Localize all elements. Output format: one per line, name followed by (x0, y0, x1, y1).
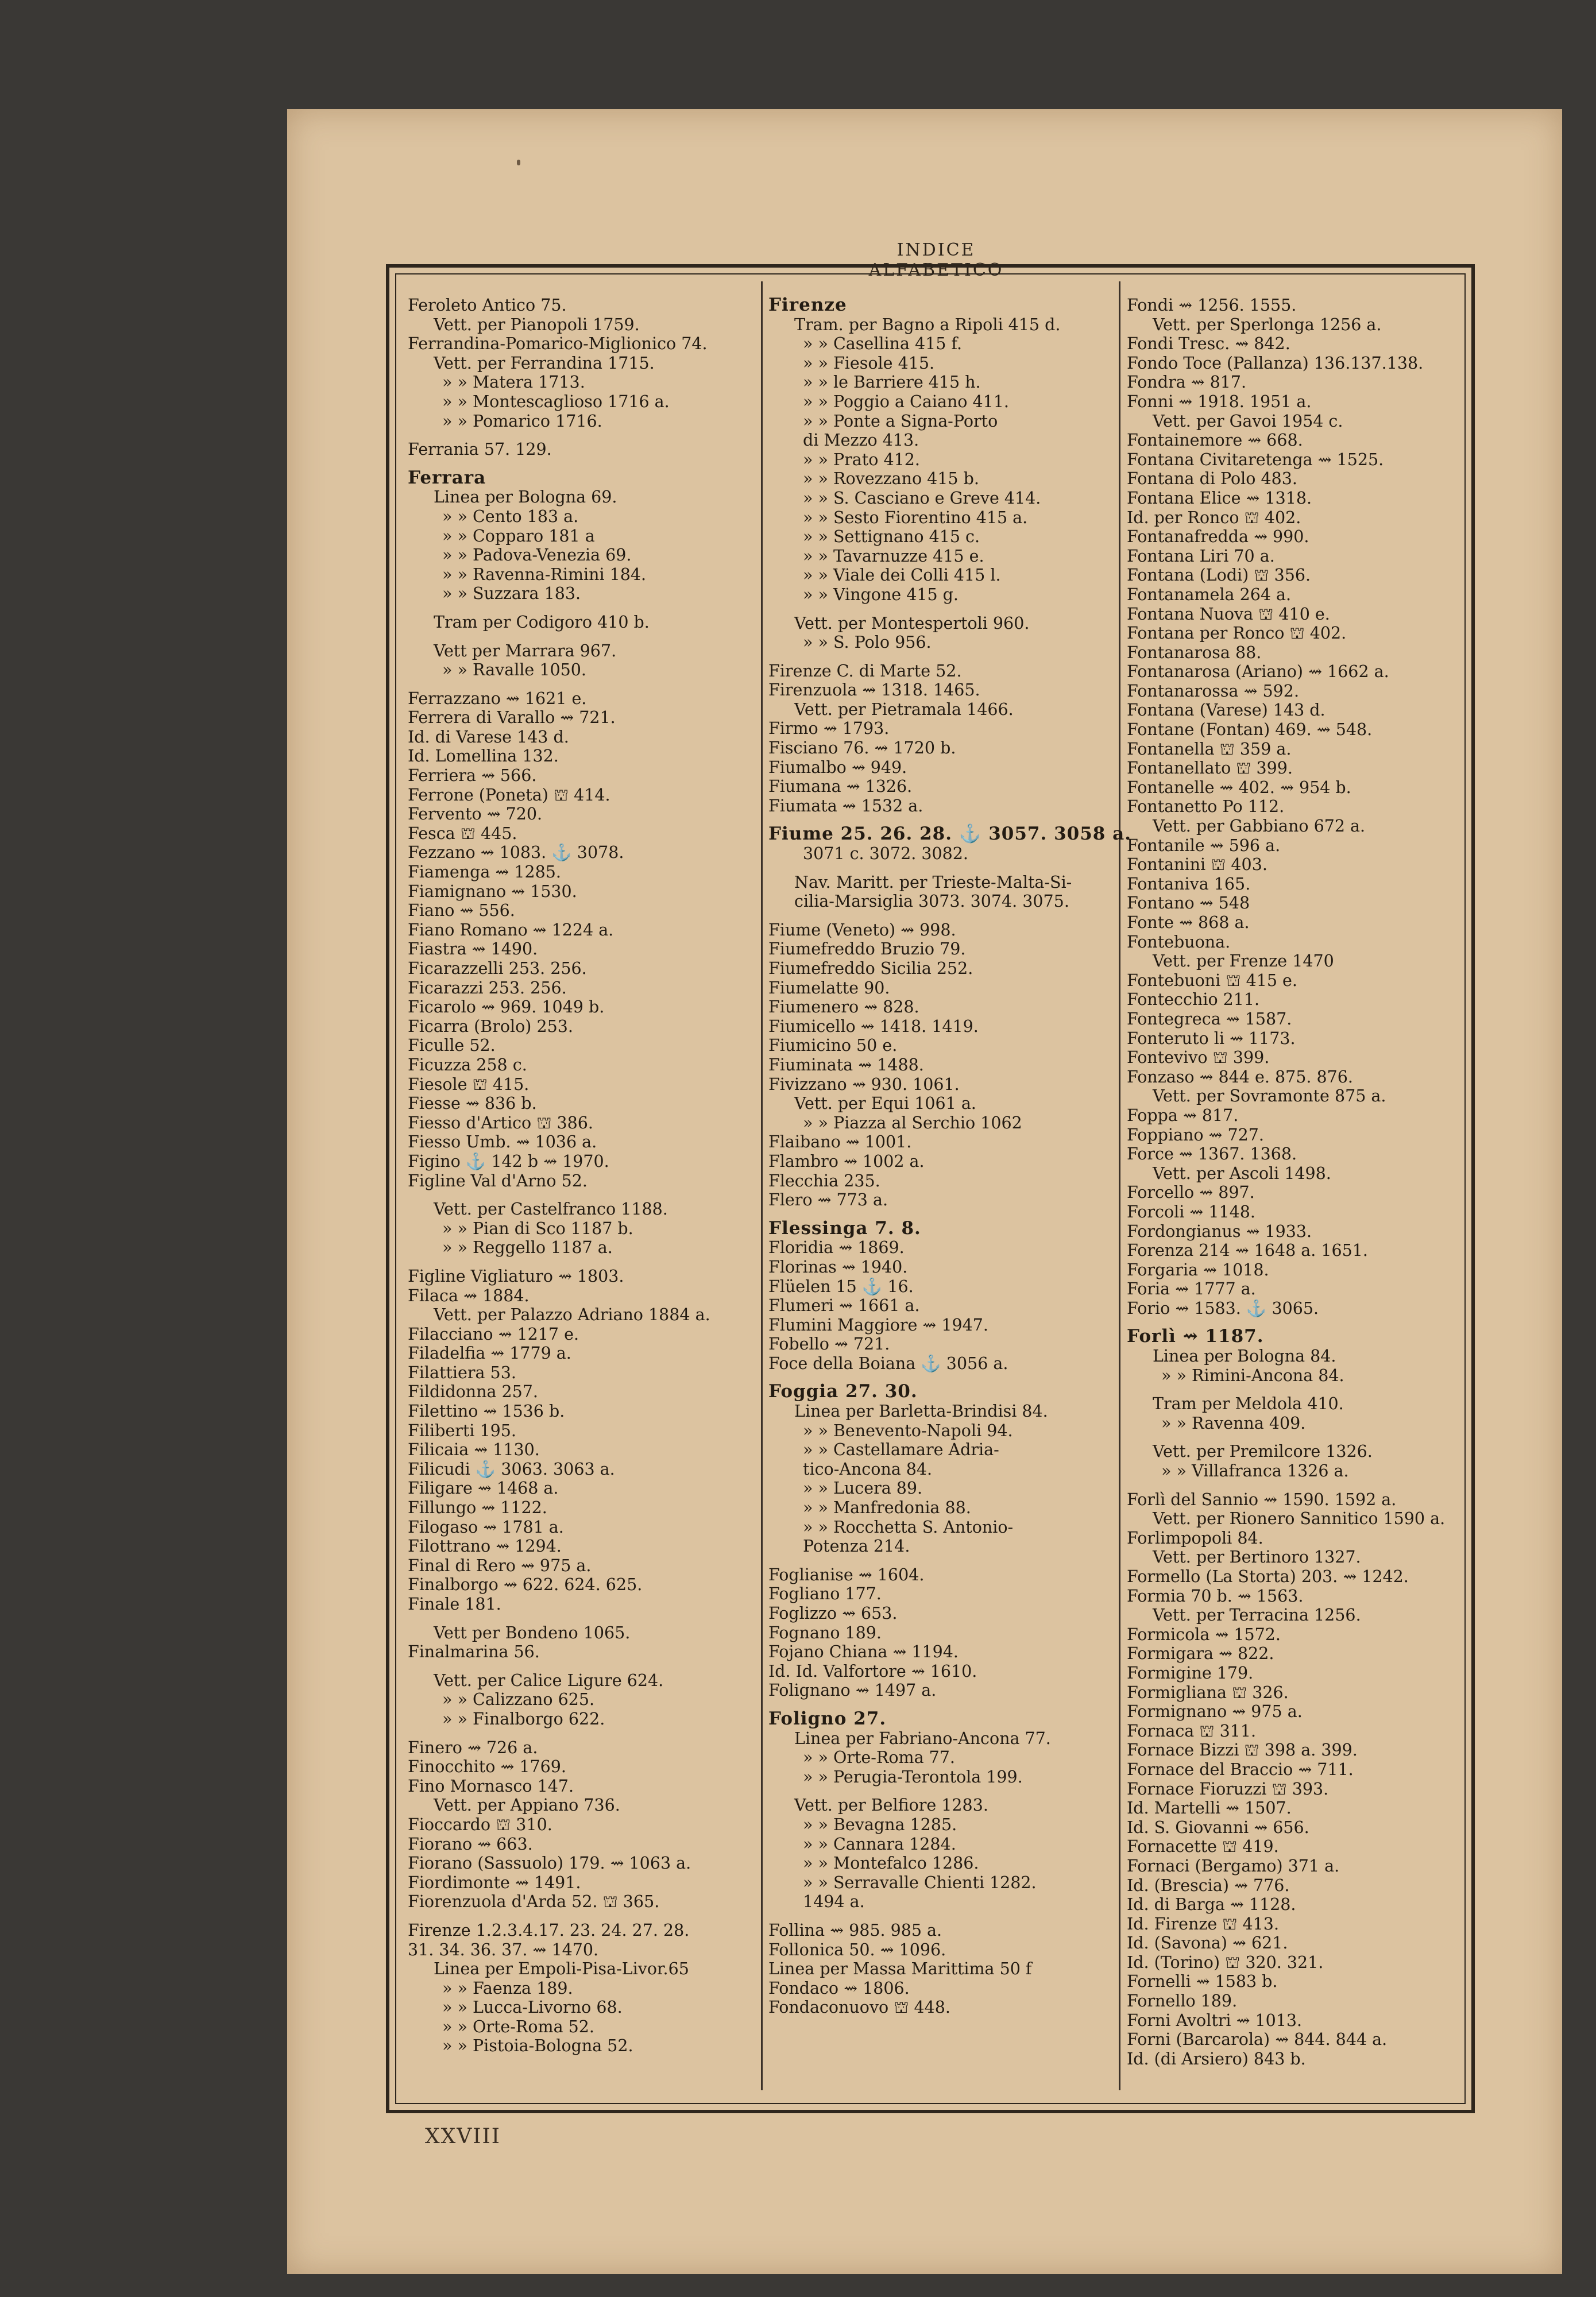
index-entry: » » Settignano 415 c. (803, 527, 980, 547)
index-entry: Fontanella ⛫ 359 a. (1127, 739, 1292, 759)
index-entry: Id. di Barga ⇝ 1128. (1127, 1895, 1296, 1915)
index-entry: Filiberti 195. (408, 1421, 516, 1440)
index-entry: Floridia ⇝ 1869. (768, 1238, 905, 1258)
index-entry: Fontanamela 264 a. (1127, 585, 1292, 604)
index-entry: Fobello ⇝ 721. (768, 1335, 890, 1354)
page-number: XXVIII (425, 2125, 501, 2148)
index-entry: Vett per Bondeno 1065. (434, 1623, 631, 1642)
index-entry: Id. Martelli ⇝ 1507. (1127, 1799, 1292, 1818)
index-entry: Ferrania 57. 129. (408, 440, 552, 459)
index-entry: Vett. per Palazzo Adriano 1884 a. (434, 1305, 710, 1325)
index-entry: » » Casellina 415 f. (803, 334, 963, 354)
index-entry: Filigare ⇝ 1468 a. (408, 1479, 559, 1498)
index-entry: Fisciano 76. ⇝ 1720 b. (768, 738, 956, 758)
index-entry: » » Pian di Sco 1187 b. (442, 1219, 633, 1238)
index-entry: Fondaco ⇝ 1806. (768, 1978, 910, 1998)
index-entry: Vett. per Ascoli 1498. (1153, 1163, 1331, 1183)
index-entry: Ficarolo ⇝ 969. 1049 b. (408, 997, 605, 1017)
index-entry: Fontanafredda ⇝ 990. (1127, 527, 1309, 547)
index-entry: Fonni ⇝ 1918. 1951 a. (1127, 392, 1312, 411)
index-entry: Fiumefreddo Sicilia 252. (768, 959, 973, 978)
index-entry: Vett. per Pianopoli 1759. (434, 315, 640, 334)
index-entry: » » Ravalle 1050. (442, 660, 586, 680)
index-entry: Vett. per Montespertoli 960. (794, 613, 1030, 633)
index-entry: Firenze 1.2.3.4.17. 23. 24. 27. 28. (408, 1920, 690, 1940)
index-entry: Formigliana ⛫ 326. (1127, 1683, 1289, 1702)
index-entry: Id. di Varese 143 d. (408, 727, 569, 747)
index-entry: Vett. per Gabbiano 672 a. (1153, 817, 1366, 836)
index-entry: Foria ⇝ 1777 a. (1127, 1279, 1256, 1299)
index-entry: Fontanarosa 88. (1127, 643, 1262, 662)
index-entry: Forio ⇝ 1583. ⚓ 3065. (1127, 1298, 1319, 1318)
index-entry: Fino Mornasco 147. (408, 1776, 574, 1796)
index-entry: Fiume 25. 26. 28. ⚓ 3057. 3058 a. (768, 823, 1132, 845)
index-entry: Fiamignano ⇝ 1530. (408, 881, 577, 901)
index-entry: Finocchito ⇝ 1769. (408, 1757, 566, 1777)
index-entry: Follina ⇝ 985. 985 a. (768, 1920, 942, 1940)
index-entry: Fondi Tresc. ⇝ 842. (1127, 334, 1290, 354)
index-entry: » » Manfredonia 88. (803, 1498, 971, 1518)
index-entry: 31. 34. 36. 37. ⇝ 1470. (408, 1940, 599, 1959)
index-entry: Forgaria ⇝ 1018. (1127, 1260, 1269, 1279)
index-entry: Flaibano ⇝ 1001. (768, 1132, 912, 1152)
index-entry: Fondo Toce (Pallanza) 136.137.138. (1127, 353, 1424, 373)
index-entry: Fornace Fioruzzi ⛫ 393. (1127, 1779, 1329, 1799)
index-entry: Fontana (Varese) 143 d. (1127, 701, 1326, 720)
index-entry: Fontana Liri 70 a. (1127, 546, 1275, 566)
index-entry: Formignano ⇝ 975 a. (1127, 1702, 1303, 1722)
index-entry: Linea per Fabriano-Ancona 77. (794, 1728, 1051, 1748)
index-entry: Fontane (Fontan) 469. ⇝ 548. (1127, 720, 1373, 740)
index-entry: Fonteruto li ⇝ 1173. (1127, 1028, 1296, 1048)
index-entry: » » Serravalle Chienti 1282. (803, 1873, 1037, 1892)
index-entry: Fontanini ⛫ 403. (1127, 855, 1267, 875)
index-entry: Fornaca ⛫ 311. (1127, 1721, 1257, 1741)
index-entry: Ferriera ⇝ 566. (408, 766, 537, 786)
index-entry: Fontebuoni ⛫ 415 e. (1127, 970, 1297, 990)
index-entry: Formigine 179. (1127, 1663, 1254, 1683)
index-entry: » » Benevento-Napoli 94. (803, 1421, 1013, 1440)
index-entry: Fontanellato ⛫ 399. (1127, 759, 1293, 778)
index-entry: Ferrandina-Pomarico-Miglionico 74. (408, 334, 708, 354)
index-entry: Forni Avoltri ⇝ 1013. (1127, 2010, 1303, 2030)
index-entry: Id. (Brescia) ⇝ 776. (1127, 1876, 1290, 1895)
index-entry: Flero ⇝ 773 a. (768, 1190, 888, 1210)
index-entry: Fontebuona. (1127, 932, 1231, 952)
index-entry: » » Fiesole 415. (803, 353, 935, 373)
index-entry: Fondra ⇝ 817. (1127, 373, 1247, 392)
index-entry: di Mezzo 413. (803, 431, 919, 450)
index-entry: Fiesse ⇝ 836 b. (408, 1094, 537, 1113)
index-entry: Fontana Civitaretenga ⇝ 1525. (1127, 450, 1384, 469)
index-entry: Ficarazzelli 253. 256. (408, 959, 587, 978)
index-entry: Fiumana ⇝ 1326. (768, 777, 913, 796)
index-entry: Fildidonna 257. (408, 1382, 538, 1402)
index-entry: Fontecchio 211. (1127, 990, 1260, 1010)
index-entry: » » Perugia-Terontola 199. (803, 1767, 1023, 1786)
index-entry: Fontanelle ⇝ 402. ⇝ 954 b. (1127, 778, 1351, 797)
index-entry: Fornelli ⇝ 1583 b. (1127, 1972, 1278, 1991)
index-entry: Fillungo ⇝ 1122. (408, 1498, 547, 1518)
index-entry: Fontanile ⇝ 596 a. (1127, 836, 1281, 855)
index-entry: Flessinga 7. 8. (768, 1217, 921, 1239)
index-entry: » » Ravenna 409. (1161, 1413, 1306, 1433)
index-entry: Formicola ⇝ 1572. (1127, 1625, 1281, 1644)
index-entry: Firenze C. di Marte 52. (768, 661, 962, 680)
index-entry: Fiordimonte ⇝ 1491. (408, 1873, 581, 1892)
index-entry: Fontanetto Po 112. (1127, 797, 1285, 817)
index-entry: Vett. per Belfiore 1283. (794, 1796, 988, 1815)
index-entry: » » Prato 412. (803, 450, 920, 469)
index-entry: Id. (Savona) ⇝ 621. (1127, 1933, 1288, 1953)
index-entry: Linea per Bologna 69. (434, 488, 617, 507)
index-entry: Fordongianus ⇝ 1933. (1127, 1221, 1312, 1241)
index-entry: 3071 c. 3072. 3082. (803, 844, 968, 864)
index-entry: Id. S. Giovanni ⇝ 656. (1127, 1818, 1309, 1837)
index-entry: » » Ravenna-Rimini 184. (442, 564, 647, 584)
index-entry: Tram. per Bagno a Ripoli 415 d. (794, 315, 1061, 334)
index-entry: Fiumenero ⇝ 828. (768, 997, 919, 1017)
index-entry: Vett. per Rionero Sannitico 1590 a. (1153, 1509, 1446, 1529)
index-entry: » » le Barriere 415 h. (803, 373, 981, 392)
index-entry: Feroleto Antico 75. (408, 296, 567, 315)
index-entry: Fesca ⛫ 445. (408, 823, 517, 843)
index-entry: Filottrano ⇝ 1294. (408, 1537, 562, 1556)
index-entry: Fornace Bizzi ⛫ 398 a. 399. (1127, 1741, 1358, 1760)
index-entry: » » Cento 183 a. (442, 506, 579, 526)
index-entry: Fornello 189. (1127, 1991, 1238, 2011)
index-entry: Forcello ⇝ 897. (1127, 1183, 1255, 1202)
index-entry: Fiano ⇝ 556. (408, 901, 515, 921)
index-entry: Vett. per Calice Ligure 624. (434, 1670, 664, 1690)
index-entry: Fiume (Veneto) ⇝ 998. (768, 920, 956, 939)
index-entry: Vett. per Premilcore 1326. (1153, 1442, 1373, 1461)
index-entry: Firenze (768, 295, 847, 315)
index-entry: » » Poggio a Caiano 411. (803, 392, 1009, 411)
index-entry: Foppa ⇝ 817. (1127, 1105, 1239, 1125)
index-entry: » » Viale dei Colli 415 l. (803, 566, 1001, 585)
index-entry: Forni (Barcarola) ⇝ 844. 844 a. (1127, 2030, 1388, 2049)
index-entry: Flecchia 235. (768, 1171, 880, 1190)
index-entry: » » Copparo 181 a (442, 526, 595, 546)
index-entry: Linea per Massa Marittima 50 f (768, 1959, 1032, 1979)
index-entry: Flumini Maggiore ⇝ 1947. (768, 1315, 988, 1335)
index-entry: 1494 a. (803, 1892, 865, 1912)
index-entry: Filacciano ⇝ 1217 e. (408, 1324, 579, 1344)
index-entry: Fiastra ⇝ 1490. (408, 939, 538, 959)
index-entry: Fontana (Lodi) ⛫ 356. (1127, 566, 1311, 585)
index-entry: Fontaniva 165. (1127, 874, 1251, 894)
index-entry: Fiuminata ⇝ 1488. (768, 1055, 924, 1074)
index-entry: Ferrara (408, 467, 486, 488)
index-entry: Forlì del Sannio ⇝ 1590. 1592 a. (1127, 1490, 1397, 1509)
index-entry: » » Matera 1713. (442, 373, 585, 392)
index-entry: Fiesso Umb. ⇝ 1036 a. (408, 1132, 597, 1152)
index-entry: Tram per Codigoro 410 b. (434, 612, 650, 632)
index-entry: Foce della Boiana ⚓ 3056 a. (768, 1354, 1008, 1373)
index-entry: Firenzuola ⇝ 1318. 1465. (768, 680, 980, 700)
index-entry: Linea per Bologna 84. (1153, 1347, 1336, 1366)
index-entry: Fontana Nuova ⛫ 410 e. (1127, 604, 1330, 624)
index-entry: Flambro ⇝ 1002 a. (768, 1151, 925, 1171)
index-entry: Id. Firenze ⛫ 413. (1127, 1914, 1280, 1933)
index-entry: » » Orte-Roma 52. (442, 2017, 594, 2036)
index-entry: Foggia 27. 30. (768, 1381, 918, 1402)
index-entry: Finalborgo ⇝ 622. 624. 625. (408, 1575, 643, 1595)
index-entry: Linea per Barletta-Brindisi 84. (794, 1402, 1048, 1421)
index-entry: Vett per Marrara 967. (434, 641, 617, 660)
index-entry: Fontainemore ⇝ 668. (1127, 431, 1303, 450)
index-entry: Ferrazzano ⇝ 1621 e. (408, 689, 587, 708)
index-entry: Formigara ⇝ 822. (1127, 1644, 1274, 1664)
index-entry: Figino ⚓ 142 b ⇝ 1970. (408, 1151, 609, 1171)
index-entry: Finalmarina 56. (408, 1642, 540, 1662)
index-entry: Fontana per Ronco ⛫ 402. (1127, 624, 1347, 643)
index-entry: Id. (Torino) ⛫ 320. 321. (1127, 1952, 1324, 1972)
index-entry: Fontanarossa ⇝ 592. (1127, 681, 1300, 701)
index-entry: Fontegreca ⇝ 1587. (1127, 1009, 1292, 1028)
index-entry: Ficulle 52. (408, 1036, 496, 1055)
index-entry: Fioccardo ⛫ 310. (408, 1815, 552, 1834)
index-entry: Fornaci (Bergamo) 371 a. (1127, 1856, 1340, 1876)
index-entry: cilia-Marsiglia 3073. 3074. 3075. (794, 892, 1069, 911)
index-entry: Fojano Chiana ⇝ 1194. (768, 1642, 959, 1662)
index-entry: Foppiano ⇝ 727. (1127, 1125, 1264, 1144)
index-entry: Ferrone (Poneta) ⛫ 414. (408, 785, 610, 805)
index-entry: Fiumicello ⇝ 1418. 1419. (768, 1016, 979, 1036)
index-entry: Fontanarosa (Ariano) ⇝ 1662 a. (1127, 662, 1389, 682)
index-entry: Forlì ⇝ 1187. (1127, 1326, 1264, 1347)
index-entry: Forenza 214 ⇝ 1648 a. 1651. (1127, 1241, 1368, 1260)
index-entry: Fondi ⇝ 1256. 1555. (1127, 296, 1297, 315)
index-entry: Fiumicino 50 e. (768, 1036, 898, 1055)
index-entry: Filaca ⇝ 1884. (408, 1286, 530, 1305)
index-entry: » » Faenza 189. (442, 1978, 573, 1998)
index-entry: Fontana di Polo 483. (1127, 469, 1297, 489)
index-entry: Flüelen 15 ⚓ 16. (768, 1277, 914, 1296)
index-entry: Fivizzano ⇝ 930. 1061. (768, 1074, 960, 1094)
index-entry: » » S. Casciano e Greve 414. (803, 488, 1041, 508)
index-entry: Filicudi ⚓ 3063. 3063 a. (408, 1459, 615, 1479)
index-entry: Forlimpopoli 84. (1127, 1528, 1263, 1548)
index-entry: » » Castellamare Adria- (803, 1440, 999, 1460)
index-entry: Filogaso ⇝ 1781 a. (408, 1517, 564, 1537)
index-entry: Id. (di Arsiero) 843 b. (1127, 2049, 1306, 2068)
index-entry: Figline Val d'Arno 52. (408, 1171, 588, 1190)
index-entry: Filettino ⇝ 1536 b. (408, 1402, 565, 1421)
index-entry: Vett. per Castelfranco 1188. (434, 1200, 668, 1219)
index-entry: Fornacette ⛫ 419. (1127, 1837, 1279, 1857)
index-entry: Foglianise ⇝ 1604. (768, 1565, 925, 1584)
index-entry: Ficarra (Brolo) 253. (408, 1016, 573, 1036)
index-column-1 (408, 296, 764, 2056)
index-entry: Potenza 214. (803, 1537, 910, 1556)
index-entry: » » Piazza al Serchio 1062 (803, 1113, 1022, 1132)
index-entry: » » Lucca-Livorno 68. (442, 1998, 623, 2017)
index-entry: Fiorano ⇝ 663. (408, 1834, 533, 1854)
index-entry: Vett. per Bertinoro 1327. (1153, 1548, 1361, 1567)
index-entry: » » Montefalco 1286. (803, 1854, 979, 1873)
index-entry: » » Bevagna 1285. (803, 1815, 957, 1834)
index-entry: Linea per Empoli-Pisa-Livor.65 (434, 1959, 689, 1979)
index-entry: » » Ponte a Signa-Porto (803, 411, 998, 431)
index-entry: Forcoli ⇝ 1148. (1127, 1202, 1255, 1221)
index-entry: » » Montescaglioso 1716 a. (442, 392, 670, 411)
index-entry: » » Sesto Fiorentino 415 a. (803, 508, 1028, 527)
index-entry: » » Reggello 1187 a. (442, 1238, 613, 1258)
index-entry: » » Pomarico 1716. (442, 411, 602, 431)
index-entry: Fiamenga ⇝ 1285. (408, 863, 561, 882)
index-entry: Formello (La Storta) 203. ⇝ 1242. (1127, 1567, 1409, 1586)
index-entry: » » Finalborgo 622. (442, 1709, 605, 1728)
index-entry: » » Orte-Roma 77. (803, 1748, 955, 1768)
index-entry: Fondaconuovo ⛫ 448. (768, 1998, 950, 2017)
index-entry: Vett. per Sperlonga 1256 a. (1153, 315, 1382, 334)
index-entry: » » S. Polo 956. (803, 633, 932, 652)
index-entry: Ficuzza 258 c. (408, 1055, 527, 1074)
index-entry: » » Lucera 89. (803, 1479, 923, 1498)
index-entry: Vett. per Sovramonte 875 a. (1153, 1086, 1386, 1106)
index-entry: Fontana Elice ⇝ 1318. (1127, 488, 1312, 508)
index-entry: Filattiera 53. (408, 1363, 516, 1382)
index-entry: » » Tavarnuzze 415 e. (803, 546, 984, 566)
index-entry: Vett. per Ferrandina 1715. (434, 353, 655, 373)
index-entry: Formia 70 b. ⇝ 1563. (1127, 1586, 1304, 1606)
paper-mark (517, 160, 520, 165)
index-entry: » » Rovezzano 415 b. (803, 469, 979, 489)
index-entry: Follonica 50. ⇝ 1096. (768, 1940, 946, 1959)
index-entry: Id. per Ronco ⛫ 402. (1127, 508, 1301, 527)
index-entry: Fiumalbo ⇝ 949. (768, 757, 907, 777)
index-entry: Fervento ⇝ 720. (408, 805, 543, 824)
index-entry: Vett. per Gavoi 1954 c. (1153, 411, 1343, 431)
index-entry: Id. Lomellina 132. (408, 747, 559, 766)
index-entry: Fonzaso ⇝ 844 e. 875. 876. (1127, 1067, 1353, 1086)
index-entry: Fognano 189. (768, 1623, 882, 1642)
index-entry: Firmo ⇝ 1793. (768, 719, 890, 738)
index-entry: Ficarazzi 253. 256. (408, 978, 567, 997)
index-entry: Fiesso d'Artico ⛫ 386. (408, 1113, 593, 1132)
index-entry: Fontevivo ⛫ 399. (1127, 1048, 1270, 1068)
index-entry: » » Pistoia-Bologna 52. (442, 2036, 633, 2056)
index-entry: Foglizzo ⇝ 653. (768, 1604, 898, 1623)
index-entry: » » Rimini-Ancona 84. (1161, 1366, 1344, 1385)
index-entry: Fiesole ⛫ 415. (408, 1074, 530, 1094)
index-entry: Fornace del Braccio ⇝ 711. (1127, 1760, 1354, 1779)
index-entry: Fezzano ⇝ 1083. ⚓ 3078. (408, 843, 624, 863)
index-entry: » » Rocchetta S. Antonio- (803, 1517, 1014, 1537)
index-entry: Fiumelatte 90. (768, 978, 890, 997)
index-entry: Id. Id. Valfortore ⇝ 1610. (768, 1661, 977, 1681)
index-entry: Fiorenzuola d'Arda 52. ⛫ 365. (408, 1892, 660, 1912)
page-header: INDICE ALFABETICO (868, 240, 1004, 280)
index-entry: tico-Ancona 84. (803, 1459, 933, 1479)
index-entry: Force ⇝ 1367. 1368. (1127, 1144, 1297, 1164)
index-entry: Tram per Meldola 410. (1153, 1394, 1344, 1414)
index-entry: Fiano Romano ⇝ 1224 a. (408, 920, 614, 939)
index-entry: Finero ⇝ 726 a. (408, 1738, 538, 1757)
index-entry: Fontano ⇝ 548 (1127, 894, 1250, 913)
index-entry: Nav. Maritt. per Trieste-Malta-Si- (794, 872, 1072, 892)
index-entry: Foligno 27. (768, 1708, 887, 1729)
index-entry: Vett. per Equi 1061 a. (794, 1094, 976, 1113)
index-entry: Finale 181. (408, 1595, 501, 1614)
index-entry: Vett. per Pietramala 1466. (794, 699, 1014, 719)
index-entry: Filadelfia ⇝ 1779 a. (408, 1344, 571, 1363)
index-entry: Ferrera di Varallo ⇝ 721. (408, 708, 616, 728)
index-entry: Fonte ⇝ 868 a. (1127, 913, 1250, 932)
index-entry: Florinas ⇝ 1940. (768, 1257, 908, 1277)
index-entry: Fiumata ⇝ 1532 a. (768, 796, 923, 815)
index-entry: » » Cannara 1284. (803, 1834, 956, 1854)
index-entry: Final di Rero ⇝ 975 a. (408, 1556, 592, 1575)
index-entry: Figline Vigliaturo ⇝ 1803. (408, 1266, 624, 1286)
index-column-2 (768, 295, 1132, 2017)
index-entry: Vett. per Appiano 736. (434, 1796, 620, 1815)
index-entry: Flumeri ⇝ 1661 a. (768, 1296, 920, 1316)
index-entry: » » Calizzano 625. (442, 1690, 595, 1710)
index-entry: » » Padova-Venezia 69. (442, 546, 632, 565)
index-entry: Folignano ⇝ 1497 a. (768, 1681, 937, 1700)
index-entry: Vett. per Terracina 1256. (1153, 1606, 1361, 1625)
index-entry: » » Suzzara 183. (442, 584, 581, 604)
index-entry: Filicaia ⇝ 1130. (408, 1440, 540, 1460)
index-entry: Fiorano (Sassuolo) 179. ⇝ 1063 a. (408, 1854, 691, 1873)
index-column-3 (1127, 296, 1483, 2068)
index-entry: Fiumefreddo Bruzio 79. (768, 939, 966, 959)
index-entry: » » Villafranca 1326 a. (1161, 1461, 1349, 1481)
index-entry: Vett. per Frenze 1470 (1153, 952, 1334, 971)
index-entry: » » Vingone 415 g. (803, 585, 959, 604)
index-entry: Fogliano 177. (768, 1584, 882, 1604)
